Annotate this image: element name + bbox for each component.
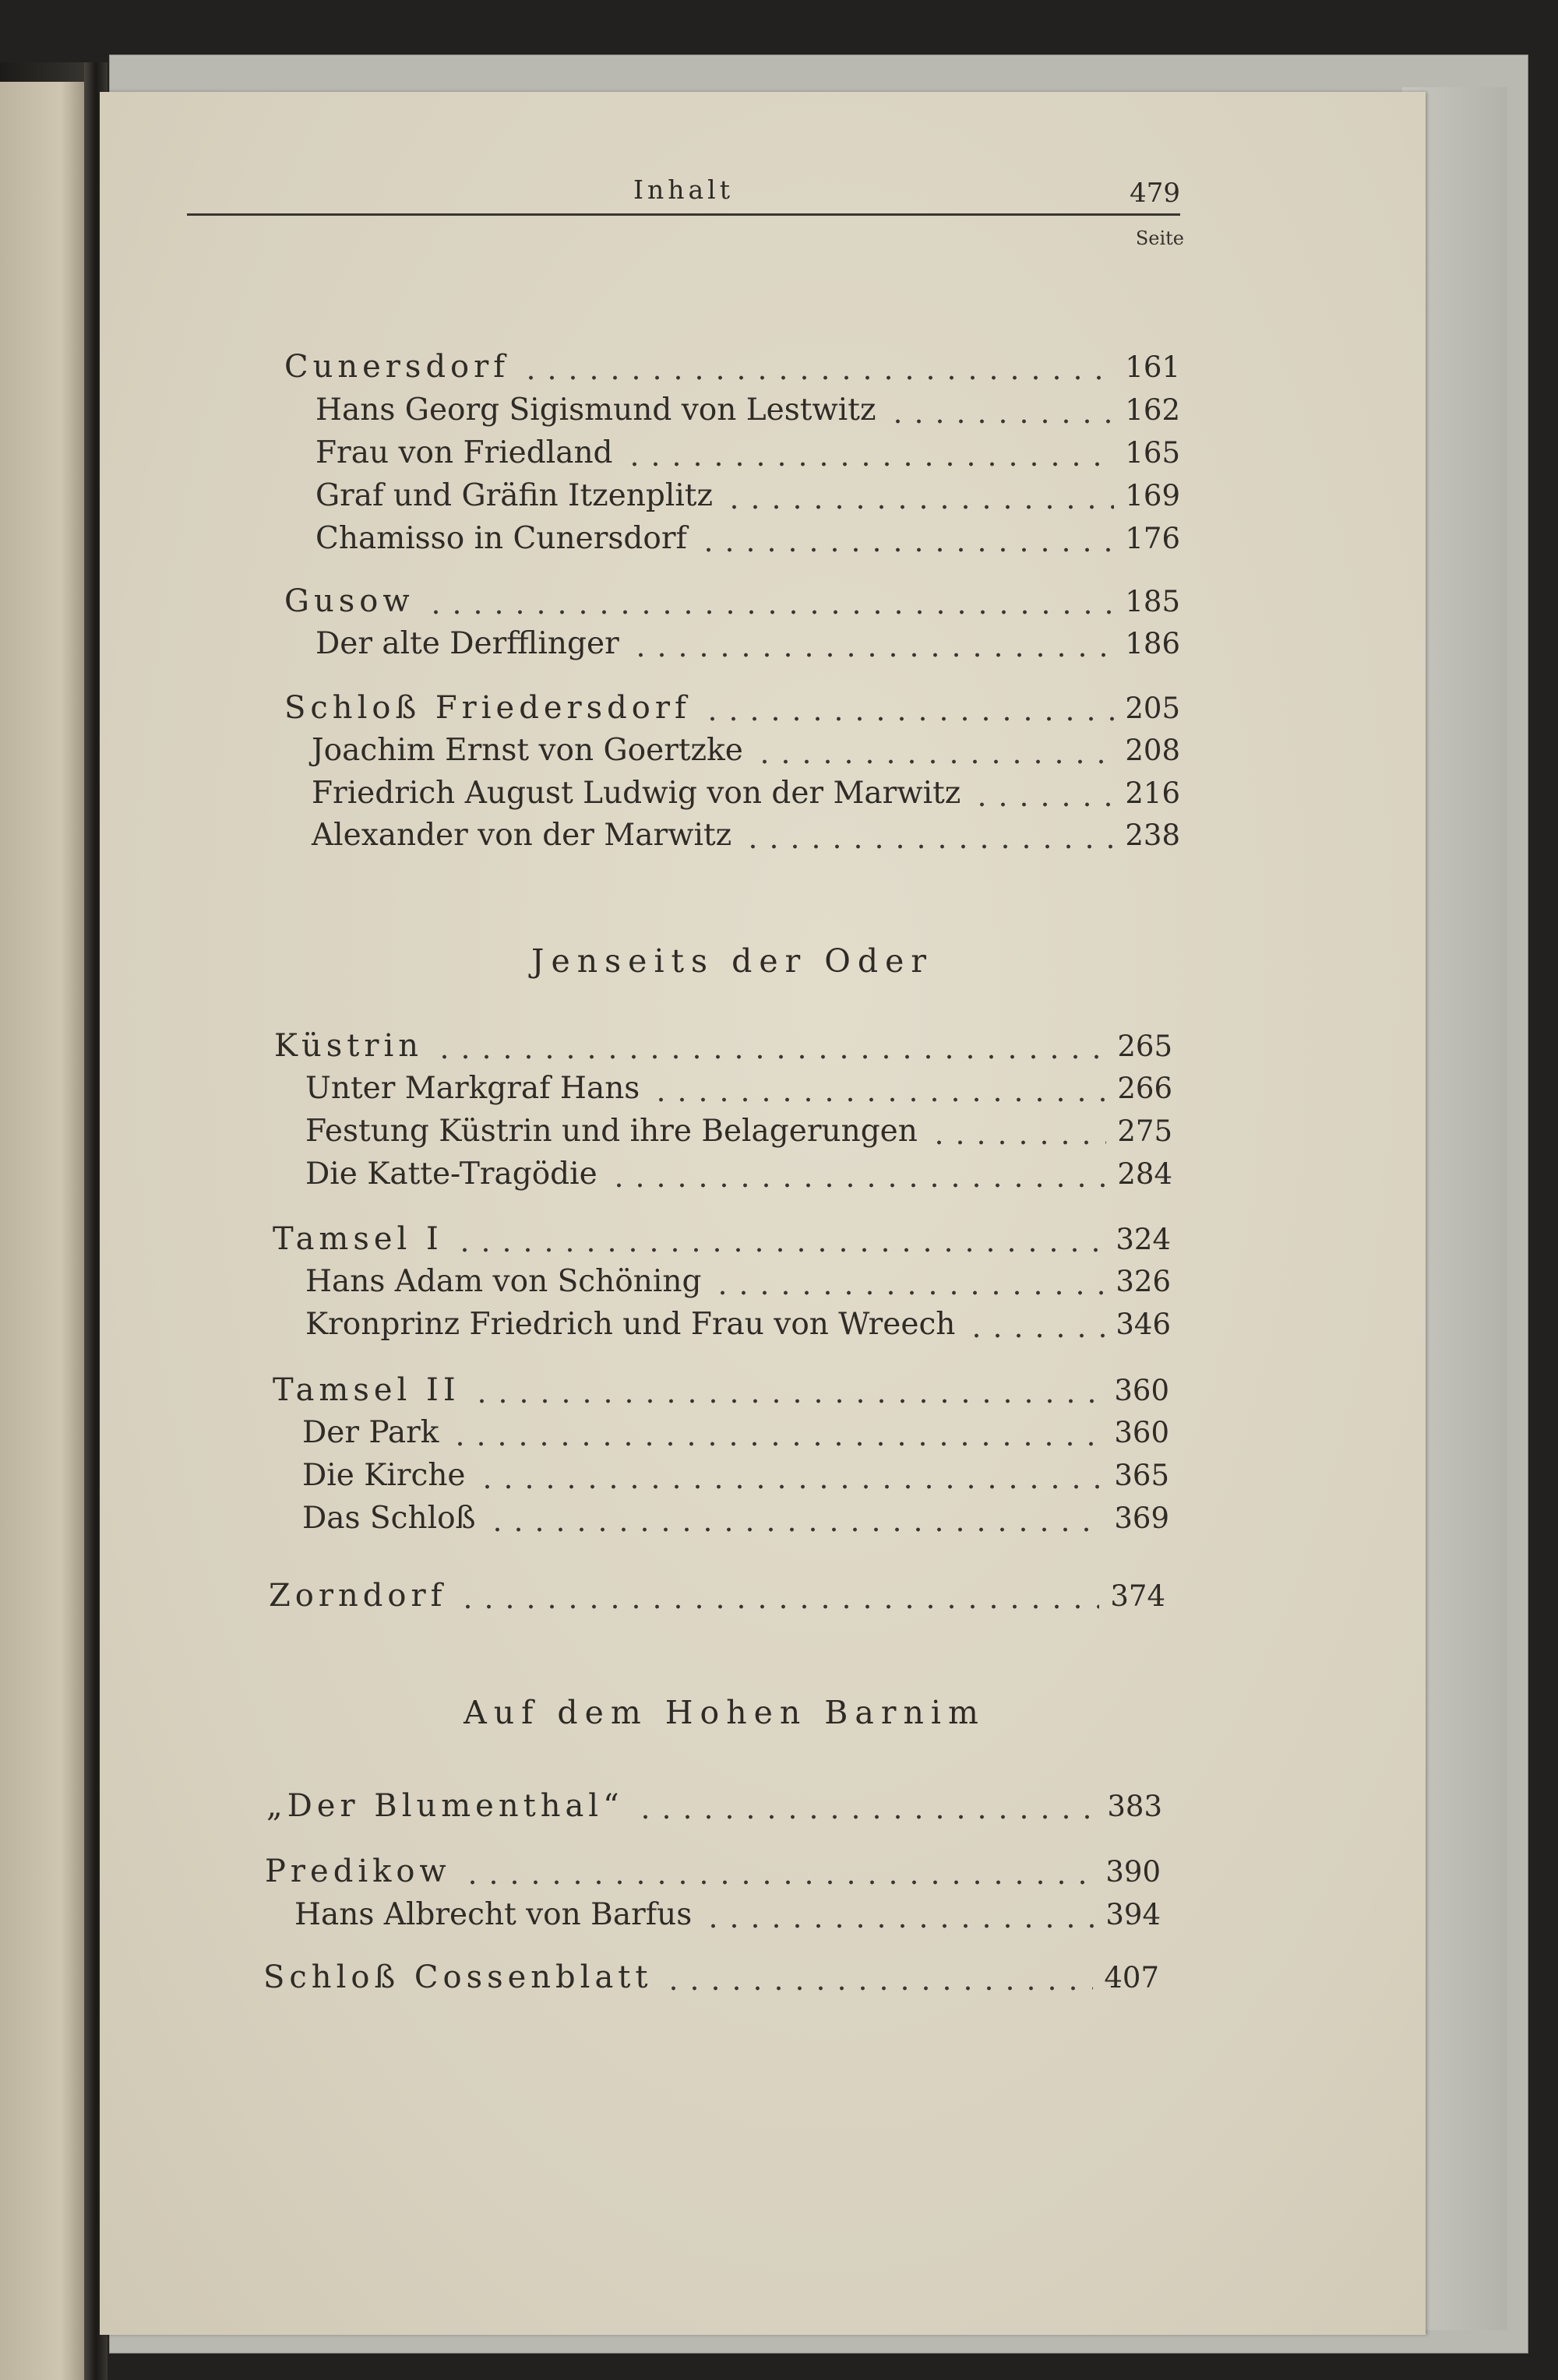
page-number: 479	[1130, 178, 1180, 209]
toc-title: Die Katte-Tragödie	[305, 1157, 597, 1192]
toc-entry-main	[273, 1221, 1171, 1262]
toc-title: Die Kirche	[302, 1458, 466, 1493]
toc-page: 161	[1125, 350, 1180, 384]
toc-page: 238	[1125, 819, 1180, 852]
toc-entry-sub	[305, 1114, 1172, 1154]
toc-entry-sub	[302, 1415, 1169, 1456]
toc-entry-main	[284, 349, 1180, 389]
toc-page: 365	[1114, 1459, 1169, 1492]
toc-page: 265	[1117, 1030, 1172, 1063]
toc-title: Graf und Gräfin Itzenplitz	[315, 478, 714, 513]
page-header	[187, 164, 1180, 210]
toc-page: 169	[1125, 479, 1180, 512]
toc-title: „Der Blumenthal“	[266, 1788, 624, 1824]
dot-leader	[449, 1442, 1103, 1446]
toc-title: Schloß Friedersdorf	[284, 690, 691, 726]
toc-title: Joachim Ernst von Goertzke	[312, 733, 743, 768]
toc-entry-main	[284, 583, 1180, 624]
toc-title: Küstrin	[274, 1028, 424, 1064]
dot-leader	[454, 1248, 1105, 1252]
toc-page: 208	[1125, 734, 1180, 767]
dot-leader	[630, 653, 1115, 657]
toc-entry-sub	[315, 478, 1180, 519]
toc-page: 360	[1114, 1416, 1169, 1449]
toc-entry-sub	[294, 1897, 1161, 1938]
dot-leader	[520, 375, 1114, 380]
toc-page: 374	[1110, 1579, 1165, 1613]
dot-leader	[698, 547, 1114, 552]
toc-page: 394	[1105, 1898, 1161, 1931]
toc-page: 275	[1117, 1114, 1172, 1148]
toc-title: Frau von Friedland	[315, 435, 613, 470]
toc-entry-main	[284, 690, 1180, 731]
toc-entry-sub	[312, 733, 1180, 773]
running-title: Inhalt	[633, 174, 735, 205]
toc-page: 186	[1125, 627, 1180, 660]
toc-entry-sub	[305, 1157, 1172, 1197]
toc-entry-sub	[315, 435, 1180, 476]
dot-leader	[887, 419, 1115, 424]
dot-leader	[712, 1290, 1105, 1295]
toc-page: 185	[1125, 585, 1180, 618]
toc-page: 326	[1116, 1265, 1171, 1298]
toc-entry-main	[265, 1854, 1161, 1894]
toc-title: Hans Georg Sigismund von Lestwitz	[315, 393, 876, 428]
dot-leader	[434, 1054, 1106, 1059]
toc-title: Alexander von der Marwitz	[312, 818, 732, 853]
toc-page: 369	[1114, 1502, 1169, 1535]
toc-page: 390	[1105, 1855, 1161, 1889]
left-page-edge	[0, 82, 87, 2380]
toc-page: 165	[1125, 436, 1180, 470]
toc-entry-sub	[302, 1501, 1169, 1541]
toc-page: 360	[1114, 1374, 1169, 1407]
dot-leader	[754, 759, 1115, 764]
dot-leader	[966, 1333, 1105, 1338]
toc-page: 324	[1116, 1223, 1171, 1256]
dot-leader	[663, 1986, 1093, 1991]
toc-page: 216	[1125, 776, 1180, 810]
toc-title: Tamsel I	[273, 1221, 443, 1257]
dot-leader	[635, 1815, 1097, 1819]
toc-title: Unter Markgraf Hans	[305, 1071, 640, 1106]
toc-title: Gusow	[284, 583, 414, 619]
toc-entry-main	[269, 1578, 1165, 1618]
toc-entry-main	[263, 1959, 1159, 2000]
dot-leader	[703, 1924, 1094, 1928]
toc-entry-sub	[305, 1071, 1172, 1111]
toc-page: 162	[1125, 393, 1180, 427]
toc-entry-sub	[305, 1307, 1171, 1347]
toc-entry-sub	[312, 818, 1180, 858]
dot-leader	[457, 1604, 1099, 1609]
dot-leader	[724, 505, 1114, 509]
toc-title: Festung Küstrin und ihre Belagerungen	[305, 1114, 918, 1149]
toc-title: Cunersdorf	[284, 349, 510, 385]
toc-entry-main	[266, 1788, 1162, 1829]
toc-title: Tamsel II	[273, 1372, 460, 1408]
toc-entry-sub	[315, 393, 1180, 433]
toc-entry-main	[274, 1028, 1172, 1069]
dot-leader	[929, 1140, 1107, 1145]
toc-page: 346	[1116, 1308, 1171, 1341]
header-rule	[187, 213, 1180, 216]
toc-page: 176	[1125, 522, 1180, 555]
dot-leader	[487, 1527, 1104, 1532]
dot-leader	[471, 1399, 1104, 1403]
section-heading: Jenseits der Oder	[531, 942, 933, 980]
toc-title: Chamisso in Cunersdorf	[315, 521, 687, 556]
toc-page: 284	[1117, 1157, 1172, 1191]
toc-title: Der Park	[302, 1415, 439, 1450]
dot-leader	[971, 802, 1114, 807]
toc-page: 266	[1117, 1072, 1172, 1105]
toc-entry-sub	[312, 776, 1180, 816]
dot-leader	[650, 1097, 1106, 1102]
dot-leader	[624, 462, 1115, 466]
toc-entry-sub	[305, 1264, 1171, 1304]
seite-label: Seite	[1135, 227, 1184, 249]
toc-title: Zorndorf	[269, 1578, 447, 1614]
dot-leader	[477, 1484, 1104, 1489]
toc-page: 205	[1125, 692, 1180, 725]
toc-title: Das Schloß	[302, 1501, 476, 1536]
toc-page: 383	[1107, 1790, 1162, 1823]
toc-title: Friedrich August Ludwig von der Marwitz	[312, 776, 961, 811]
toc-title: Hans Adam von Schöning	[305, 1264, 702, 1299]
dot-leader	[425, 610, 1115, 614]
dot-leader	[742, 844, 1114, 849]
section-heading: Auf dem Hohen Barnim	[464, 1694, 985, 1731]
dot-leader	[702, 716, 1115, 721]
toc-entry-sub	[315, 626, 1180, 667]
toc-page: 407	[1104, 1961, 1159, 1994]
toc-title: Schloß Cossenblatt	[263, 1959, 653, 1995]
dot-leader	[462, 1880, 1095, 1885]
toc-title: Der alte Derfflinger	[315, 626, 619, 661]
toc-title: Predikow	[265, 1854, 451, 1889]
toc-entry-sub	[315, 521, 1180, 562]
toc-title: Hans Albrecht von Barfus	[294, 1897, 693, 1932]
toc-entry-sub	[302, 1458, 1169, 1498]
toc-title: Kronprinz Friedrich und Frau von Wreech	[305, 1307, 956, 1342]
toc-entry-main	[273, 1372, 1169, 1413]
dot-leader	[608, 1183, 1107, 1188]
